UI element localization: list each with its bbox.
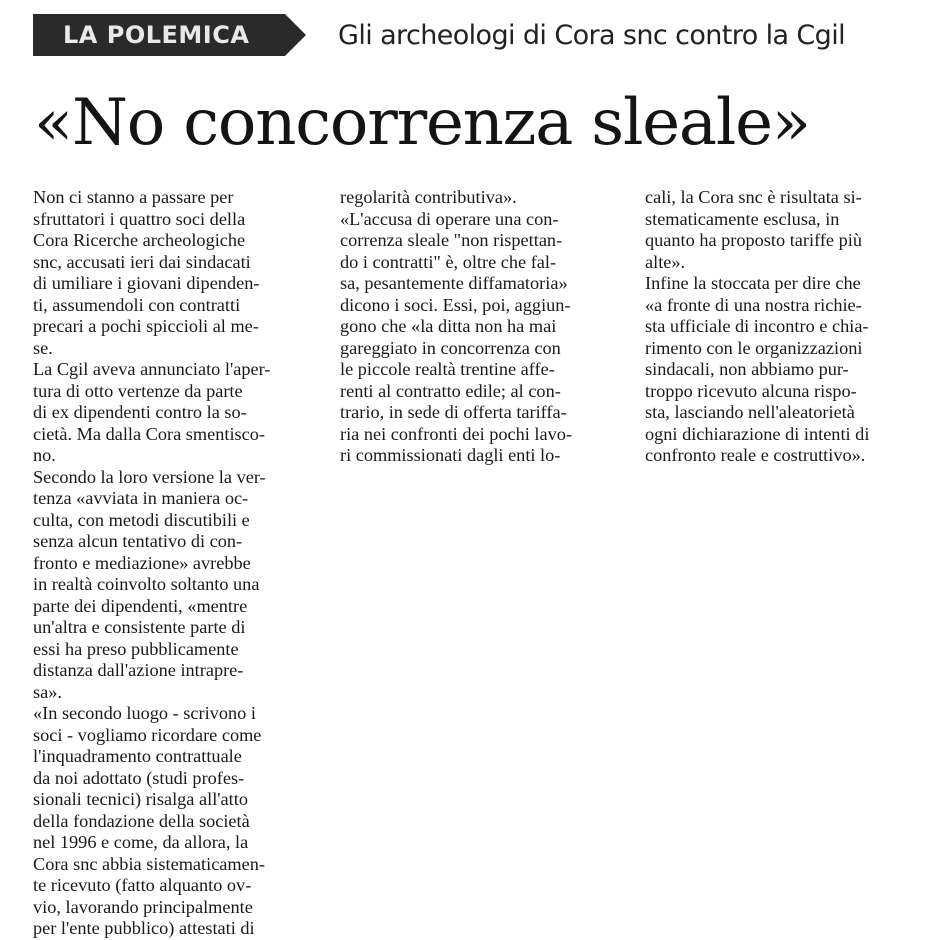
article-line: Infine la stoccata per dire che xyxy=(645,273,861,293)
article-line: regolarità contributiva». xyxy=(340,187,517,207)
article-line: alte». xyxy=(645,251,686,272)
article-line: confronto reale e costruttivo». xyxy=(645,445,866,465)
headline: «No concorrenza sleale» xyxy=(34,86,810,160)
article-column-1 xyxy=(33,187,325,940)
article-line: «In secondo luogo - scrivono i xyxy=(33,703,256,723)
kicker-label: LA POLEMICA xyxy=(63,21,250,49)
article-line: vio, lavorando principalmente xyxy=(33,896,253,917)
article-line: snc, accusati ieri dai sindacati xyxy=(33,251,251,272)
article-line: do i contratti" è, oltre che fal- xyxy=(340,251,557,272)
article-line: Secondo la loro versione la ver- xyxy=(33,466,266,487)
article-line: tenza «avviata in maniera oc- xyxy=(33,488,249,508)
article-column-2 xyxy=(340,187,632,467)
article-line: te ricevuto (fatto alquanto ov- xyxy=(33,875,252,895)
article-line: stematicamente esclusa, in xyxy=(645,208,840,229)
article-line: in realtà coinvolto soltanto una xyxy=(33,574,260,594)
article-line: cietà. Ma dalla Cora smentisco- xyxy=(33,423,265,444)
article-line: ti, assumendoli con contratti xyxy=(33,294,241,315)
article-line: da noi adottato (studi profes- xyxy=(33,767,245,788)
article-column-3 xyxy=(645,187,925,467)
article-line: no. xyxy=(33,445,56,465)
article-line: cali, la Cora snc è risultata si- xyxy=(645,187,862,207)
article-line: sindacali, non abbiamo pur- xyxy=(645,359,849,379)
article-line: ria nei confronti dei pochi lavo- xyxy=(340,423,572,444)
article-line: sa». xyxy=(33,681,62,702)
article-line: essi ha preso pubblicamente xyxy=(33,638,239,659)
article-line: precari a pochi spiccioli al me- xyxy=(33,316,259,336)
subheadline: Gli archeologi di Cora snc contro la Cgil xyxy=(338,20,846,51)
article-line: correnza sleale "non rispettan- xyxy=(340,230,563,250)
article-line: sionali tecnici) risalga all'atto xyxy=(33,789,248,809)
article-line: parte dei dipendenti, «mentre xyxy=(33,595,248,616)
article-line: senza alcun tentativo di con- xyxy=(33,531,243,551)
article-line: sfruttatori i quattro soci della xyxy=(33,208,246,229)
article-line: rimento con le organizzazioni xyxy=(645,337,863,358)
article-line: culta, con metodi discutibili e xyxy=(33,509,250,530)
article-line: La Cgil aveva annunciato l'aper- xyxy=(33,359,271,379)
article-line: di ex dipendenti contro la so- xyxy=(33,402,247,422)
article-line: se. xyxy=(33,337,53,358)
article-line: quanto ha proposto tariffe più xyxy=(645,230,862,250)
article-line: di umiliare i giovani dipenden- xyxy=(33,273,260,293)
article-line: ri commissionati dagli enti lo- xyxy=(340,445,561,465)
article-line: trario, in sede di offerta tariffa- xyxy=(340,402,567,422)
article-line: l'inquadramento contrattuale xyxy=(33,746,242,766)
article-line: un'altra e consistente parte di xyxy=(33,617,246,637)
article-line: Non ci stanno a passare per xyxy=(33,187,234,207)
article-line: tura di otto vertenze da parte xyxy=(33,380,243,401)
article-line: nel 1996 e come, da allora, la xyxy=(33,832,249,852)
article-line: sta ufficiale di incontro e chia- xyxy=(645,316,869,336)
article-line: le piccole realtà trentine affe- xyxy=(340,359,555,379)
article-line: della fondazione della società xyxy=(33,810,250,831)
article-line: fronto e mediazione» avrebbe xyxy=(33,552,251,573)
article-line: ogni dichiarazione di intenti di xyxy=(645,423,870,444)
article-line: Cora Ricerche archeologiche xyxy=(33,230,246,250)
article-line: per l'ente pubblico) attestati di xyxy=(33,918,255,938)
article-line: distanza dall'azione intrapre- xyxy=(33,660,244,680)
article-line: sta, lasciando nell'aleatorietà xyxy=(645,402,855,422)
article-line: gareggiato in concorrenza con xyxy=(340,337,561,358)
article-line: Cora snc abbia sistematicamen- xyxy=(33,853,265,874)
article-line: dicono i soci. Essi, poi, aggiun- xyxy=(340,294,571,315)
article-line: troppo ricevuto alcuna rispo- xyxy=(645,380,857,401)
article-line: «L'accusa di operare una con- xyxy=(340,208,559,229)
article-line: soci - vogliamo ricordare come xyxy=(33,724,262,745)
article-line: gono che «la ditta non ha mai xyxy=(340,316,557,336)
article-line: «a fronte di una nostra richie- xyxy=(645,294,862,315)
article-line: sa, pesantemente diffamatoria» xyxy=(340,273,568,293)
article-line: renti al contratto edile; al con- xyxy=(340,380,561,401)
section-kicker xyxy=(33,14,306,56)
